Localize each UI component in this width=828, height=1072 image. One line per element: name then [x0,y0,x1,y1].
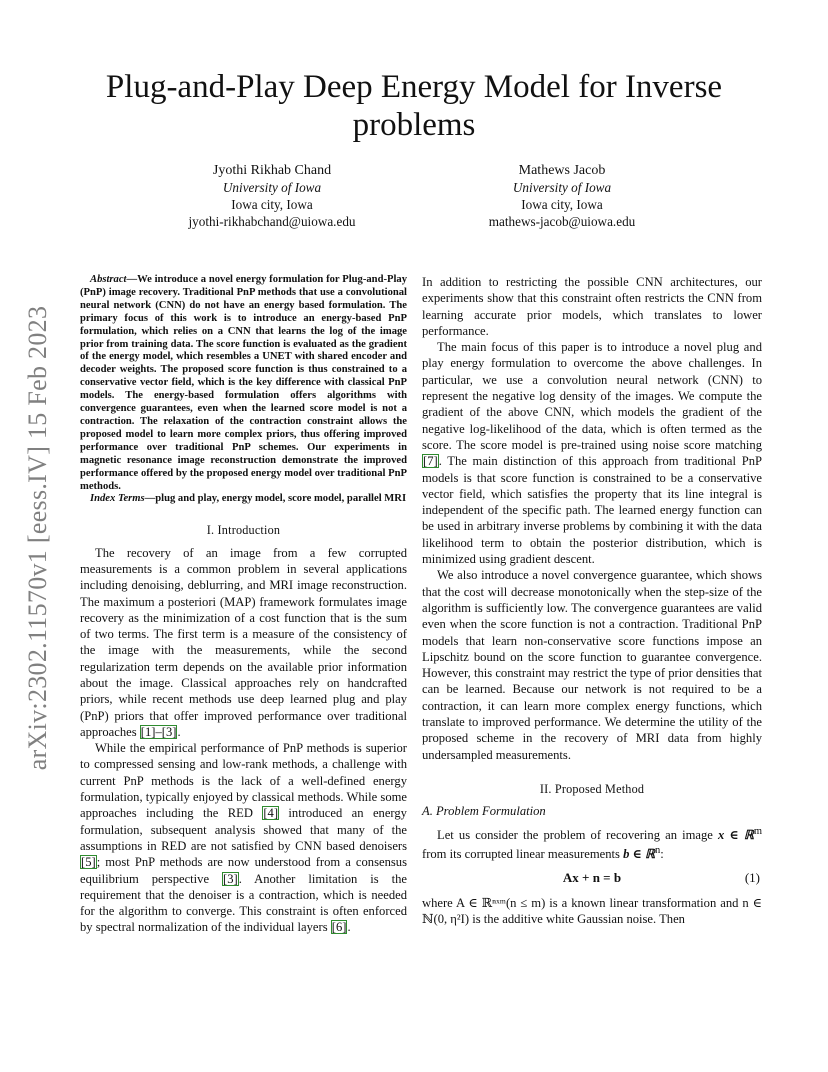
right-paragraph-3: We also introduce a novel convergence guarantee, which shows that the cost will decrease monotonically when the step-size of the algorithm is sufficiently low. The convergence guarantees are valid even when the score function is not a contraction. Traditional PnP models that learn non-conservative score functions impose an Lipschitz bound on the score function to guarantee convergence. However, this constraint may restrict the type of prior densities that can be learned. Because our network is not required to be a contraction, it can learn more complex energy functions, which translate to improved performance. We determine the utility of the proposed scheme in the recovery of MRI data from highly undersampled measurements. [422,568,762,762]
arxiv-identifier-stamp [22,288,54,788]
paragraph-text: Let us consider the problem of recovering an image [437,827,719,842]
paragraph-text: The main focus of this paper is to introduce a novel plug and play energy formulation to overcome the above challenges. In particular, we use a convolution neural network (CNN) to represent the negative log density of the images. We compute the gradient of the above CNN, which models the gradient of the negative log-likelihood of the data, which is often termed as the score. The score model is pre-trained using noise score matching [422,340,762,452]
right-column [422,274,762,927]
author-block-2 [412,162,712,230]
author-email: mathews-jacob@uiowa.edu [488,214,636,229]
math-b: b ∈ ℝ [623,847,655,862]
index-terms-label: Index Terms [90,493,145,505]
abstract: Abstract—We introduce a novel energy formulation for Plug-and-Play (PnP) image recovery. Traditional PnP methods that use a convolutional neural network (CNN) do not have an energy based formulation. The primary focus of this work is to introduce an energy-based PnP formulation, which relies on a CNN that learns the log of the image prior from training data. The score function is evaluated as the gradient of the energy model, which resembles a UNET with shared encoder and decoder weights. The proposed score function is thus constrained to a conservative vector field, which is the key difference with classical PnP models. The energy-based formulation offers algorithms with convergence guarantees, even when the learned score model is not a contraction. The relaxation of the contraction constraint allows the proposed model to learn more complex priors, thus offering improved performance over traditional PnP schemes. Our experiments in magnetic resonance image reconstruction demonstrate the improved performance offered by the proposed energy model over traditional PnP methods. [80,274,407,492]
arxiv-stamp-text: arXiv:2302.11570v1 [eess.IV] 15 Feb 2023 [23,305,52,771]
paragraph-text: : [660,847,664,862]
author-block-1 [122,162,422,230]
citation-link[interactable]: [1]–[3] [140,724,177,739]
index-terms: Index Terms—plug and play, energy model, score model, parallel MRI [90,493,407,505]
paragraph-text: . The main distinction of this approach from traditional PnP models is that score function is constrained to be a conservative vector field, which satisfies the property that its line integral is independent of the specific path. The learned energy function can be used in arbitrary inverse problems by combining it with the data likelihood term to obtain the posterior distribution, which is minimized using gradient descent. [422,454,762,567]
paragraph-text: . [177,724,181,739]
author-location: Iowa city, Iowa [231,197,313,212]
math-x: x ∈ ℝ [718,827,754,842]
math-superscript: n [654,844,661,856]
abstract-text: We introduce a novel energy formulation for Plug-and-Play (PnP) image recovery. Traditional PnP methods that use a convolutional neural network (CNN) do not have an energy based formulation. The primary focus of this work is to introduce an energy-based PnP formulation, which relies on a CNN that learns the log of the image prior from training data. The score function is evaluated as the gradient of the energy model, which resembles a UNET with shared encoder and decoder weights. The proposed score function is thus constrained to a conservative vector field, which is the key difference with classical PnP models. The energy-based formulation offers algorithms with convergence guarantees, even when the learned score model is not a contraction. The relaxation of the contraction constraint allows the proposed model to learn more complex priors, thus offering improved performance over traditional PnP schemes. Our experiments in magnetic resonance image reconstruction demonstrate the improved performance offered by the proposed energy model over traditional PnP methods. [80,274,407,492]
intro-paragraph-2 [80,740,407,936]
citation-link[interactable]: [7] [423,454,438,469]
paragraph-text: . Another limitation is the requirement that the denoiser is a contraction, which is needed for the algorithm to converge. This constraint is often enforced by spectral normalization of the individual layers [80,871,407,935]
formulation-paragraph-2: where A ∈ ℝⁿˣᵐ(n ≤ m) is a known linear transformation and n ∈ ℕ(0, η²I) is the additive white Gaussian noise. Then [422,895,762,927]
formulation-paragraph-1 [422,824,762,863]
paragraph-text: from its corrupted linear measurements [422,847,624,862]
citation-link[interactable]: [4] [263,806,279,821]
citation-link[interactable]: [6] [331,920,347,935]
author-email: jyothi-rikhabchand@uiowa.edu [188,214,356,229]
author-affiliation: University of Iowa [512,180,612,195]
paper-title: Plug-and-Play Deep Energy Model for Inverse problems [105,69,723,143]
author-name: Jyothi Rikhab Chand [212,163,332,178]
equation-1 [422,870,762,886]
equation-body: Ax + n = b [562,870,622,886]
right-paragraph-1: In addition to restricting the possible CNN architectures, our experiments show that this constraint often restricts the CNN from learning accurate prior models, which translates to lower performance. [422,275,762,338]
paragraph-text: ; most PnP methods are now understood from a consensus equilibrium perspective [80,855,407,886]
right-paragraph-2 [422,339,762,567]
equation-number: (1) [744,870,760,886]
math-superscript: m [753,825,763,837]
citation-link[interactable]: [5] [81,855,96,870]
section-heading-introduction: I. Introduction [206,523,281,538]
section-heading-proposed-method: II. Proposed Method [539,781,645,796]
author-name: Mathews Jacob [518,163,606,178]
intro-paragraph-1 [80,545,407,741]
citation-link[interactable]: [3] [223,871,238,886]
paragraph-text: introduced an energy formulation, subsequent analysis showed that many of the assumptions in RED are not satisfied by CNN based denoisers [80,806,407,853]
author-affiliation: University of Iowa [222,180,322,195]
author-location: Iowa city, Iowa [521,197,603,212]
paragraph-text: The recovery of an image from a few corrupted measurements is a common problem in several applications including denoising, deblurring, and MRI image reconstruction. The maximum a posteriori (MAP) framework formulates image recovery as the minimization of a cost function that is the sum of two terms. The first term is a measure of the consistency of the image with the measurements, while the second regularization term depends on the available prior information about the image. Classical approaches rely on handcrafted priors, while recent methods use deep learned plug and play (PnP) priors that offer improved performance over traditional approaches [80,545,407,739]
abstract-label: Abstract [90,274,127,285]
paragraph-text: While the empirical performance of PnP methods is superior to compressed sensing and low-rank methods, a challenge with current PnP methods is the lack of a well-defined energy formulation, typically enjoyed by classical methods. While some approaches including the RED [80,741,407,821]
paragraph-text: . [347,920,351,935]
left-column [80,274,407,936]
subsection-heading-problem-formulation: A. Problem Formulation [422,804,546,819]
index-terms-text: plug and play, energy model, score model, parallel MRI [155,493,407,505]
